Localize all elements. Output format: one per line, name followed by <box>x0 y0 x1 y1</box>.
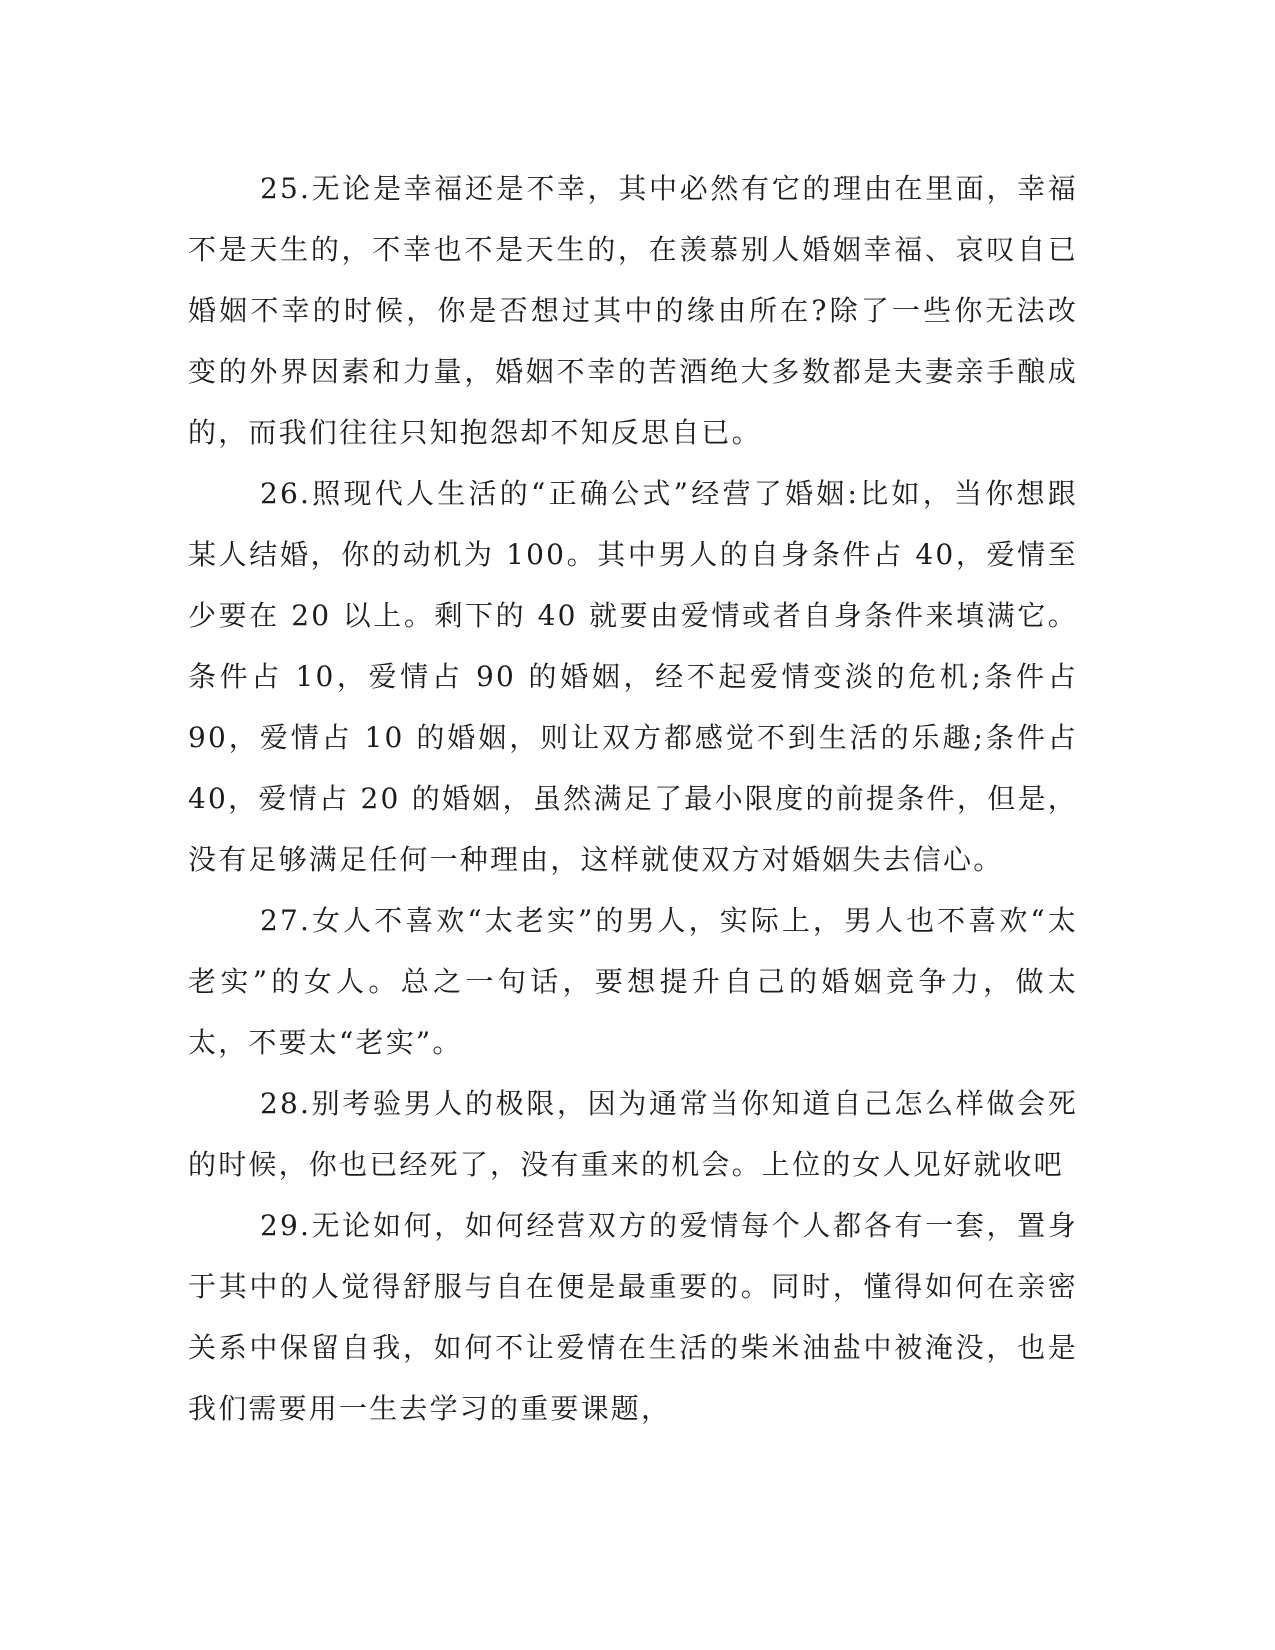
document-body <box>188 158 1078 1439</box>
paragraph-29: 29.无论如何，如何经营双方的爱情每个人都各有一套，置身于其中的人觉得舒服与自在便是最重要的。同时，懂得如何在亲密关系中保留自我，如何不让爱情在生活的柴米油盐中被淹没，也是我们需要用一生去学习的重要课题， <box>188 1209 1078 1425</box>
paragraph-26: 26.照现代人生活的“正确公式”经营了婚姻:比如，当你想跟某人结婚，你的动机为 100。其中男人的自身条件占 40，爱情至少要在 20 以上。剩下的 40 就要由爱情或者自身条件来填满它。条件占 10，爱情占 90 的婚姻，经不起爱情变淡的危机;条件占 90，爱情占 10 的婚姻，则让双方都感觉不到生活的乐趣;条件占 40，爱情占 20 的婚姻，虽然满足了最小限度的前提条件，但是，没有足够满足任何一种理由，这样就使双方对婚姻失去信心。 <box>188 477 1078 876</box>
paragraph-25: 25.无论是幸福还是不幸，其中必然有它的理由在里面，幸福不是天生的，不幸也不是天生的，在羡慕别人婚姻幸福、哀叹自已婚姻不幸的时候，你是否想过其中的缘由所在?除了一些你无法改变的外界因素和力量，婚姻不幸的苦酒绝大多数都是夫妻亲手酿成的，而我们往往只知抱怨却不知反思自已。 <box>188 172 1078 449</box>
paragraph-28: 28.别考验男人的极限，因为通常当你知道自己怎么样做会死的时候，你也已经死了，没有重来的机会。上位的女人见好就收吧 <box>188 1087 1078 1181</box>
paragraph-27: 27.女人不喜欢“太老实”的男人，实际上，男人也不喜欢“太老实”的女人。总之一句话，要想提升自己的婚姻竞争力，做太太，不要太“老实”。 <box>188 904 1078 1059</box>
